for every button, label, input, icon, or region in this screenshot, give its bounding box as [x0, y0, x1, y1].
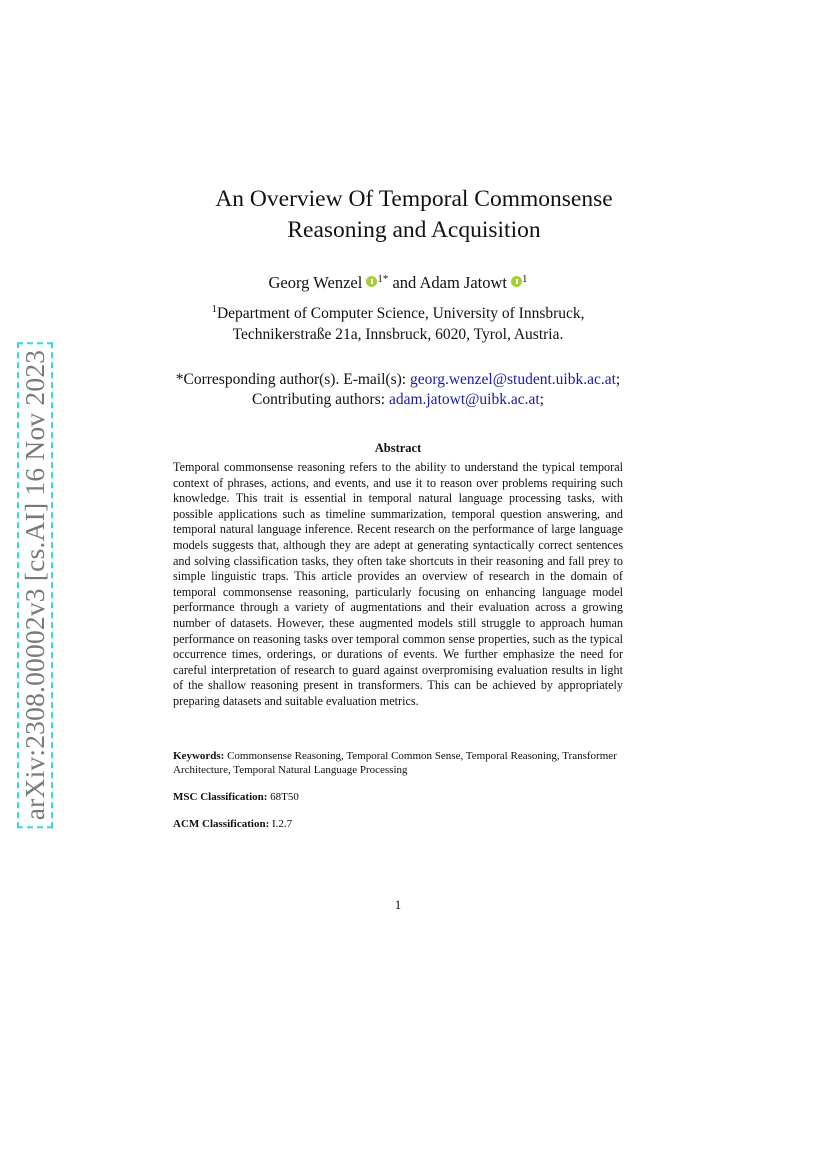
contributing-email-link[interactable]: adam.jatowt@uibk.ac.at [388, 391, 540, 408]
author-name-2: Adam Jatowt [419, 273, 508, 292]
acm-classification [173, 817, 623, 831]
paper-title [0, 184, 828, 246]
affiliation-superscript: 1 [211, 303, 217, 315]
orcid-icon[interactable] [511, 276, 522, 287]
arxiv-identifier-stamp: arXiv:2308.00002v3 [cs.AI] 16 Nov 2023 [17, 342, 53, 828]
acm-label: ACM Classification: [173, 818, 270, 830]
corresponding-suffix: ; [615, 371, 621, 388]
keywords [173, 749, 623, 777]
page-number: 1 [394, 897, 402, 912]
affiliation [0, 299, 796, 345]
author-name-1: Georg Wenzel [268, 273, 363, 292]
keywords-label: Keywords: [173, 750, 225, 762]
msc-label: MSC Classification: [173, 791, 268, 803]
contributing-suffix: ; [539, 391, 544, 408]
affiliation-line-1: Department of Computer Science, University of Innsbruck, [216, 305, 585, 322]
corresponding-email-link[interactable]: georg.wenzel@student.uibk.ac.at [409, 371, 616, 388]
abstract-text: Temporal commonsense reasoning refers to the ability to understand the typical temporal context of phrases, actions, and events, and use it to reason over problems requiring such knowledge. This trait is essential in temporal natural language processing tasks, with possible applications such as timeline summarization, temporal question answering, and temporal natural language inference. Recent research on the performance of large language models suggests that, although they are adept at generating syntactically correct sentences and solving classification tasks, they often take shortcuts in their reasoning and fall prey to simple linguistic traps. This article provides an overview of research in the domain of temporal commonsense reasoning, particularly focusing on enhancing language model performance through a variety of augmentations and their evaluation across a growing number of datasets. However, these augmented models still struggle to approach human performance on reasoning tasks over temporal common sense properties, such as the typical occurrence times, orderings, or durations of events. We further emphasize the need for careful interpretation of research to guard against overpromising evaluation results in light of the shallow reasoning present in transformers. This can be achieved by appropriately preparing datasets and suitable evaluation metrics. [173, 460, 623, 708]
author-2-superscript: 1 [522, 273, 528, 285]
keywords-value: Commonsense Reasoning, Temporal Common Sense, Temporal Reasoning, Transformer Architecture, Temporal Natural Language Processing [173, 750, 617, 776]
title-line-2: Reasoning and Acquisition [287, 217, 541, 243]
author-list [0, 268, 796, 294]
affiliation-line-2: Technikerstraße 21a, Innsbruck, 6020, Tyrol, Austria. [232, 326, 564, 343]
contributing-authors-label: Contributing authors: [252, 391, 386, 408]
title-line-1: An Overview Of Temporal Commonsense [215, 186, 613, 212]
contact-info [0, 370, 796, 410]
abstract-heading: Abstract [374, 441, 422, 455]
author-1-superscript: 1* [377, 273, 389, 285]
author-connector: and [392, 273, 417, 292]
corresponding-author-label: *Corresponding author(s). E-mail(s): [175, 371, 407, 388]
orcid-icon[interactable] [366, 276, 377, 287]
msc-classification [173, 790, 623, 804]
msc-value: 68T50 [270, 791, 299, 803]
acm-value: I.2.7 [272, 818, 293, 830]
